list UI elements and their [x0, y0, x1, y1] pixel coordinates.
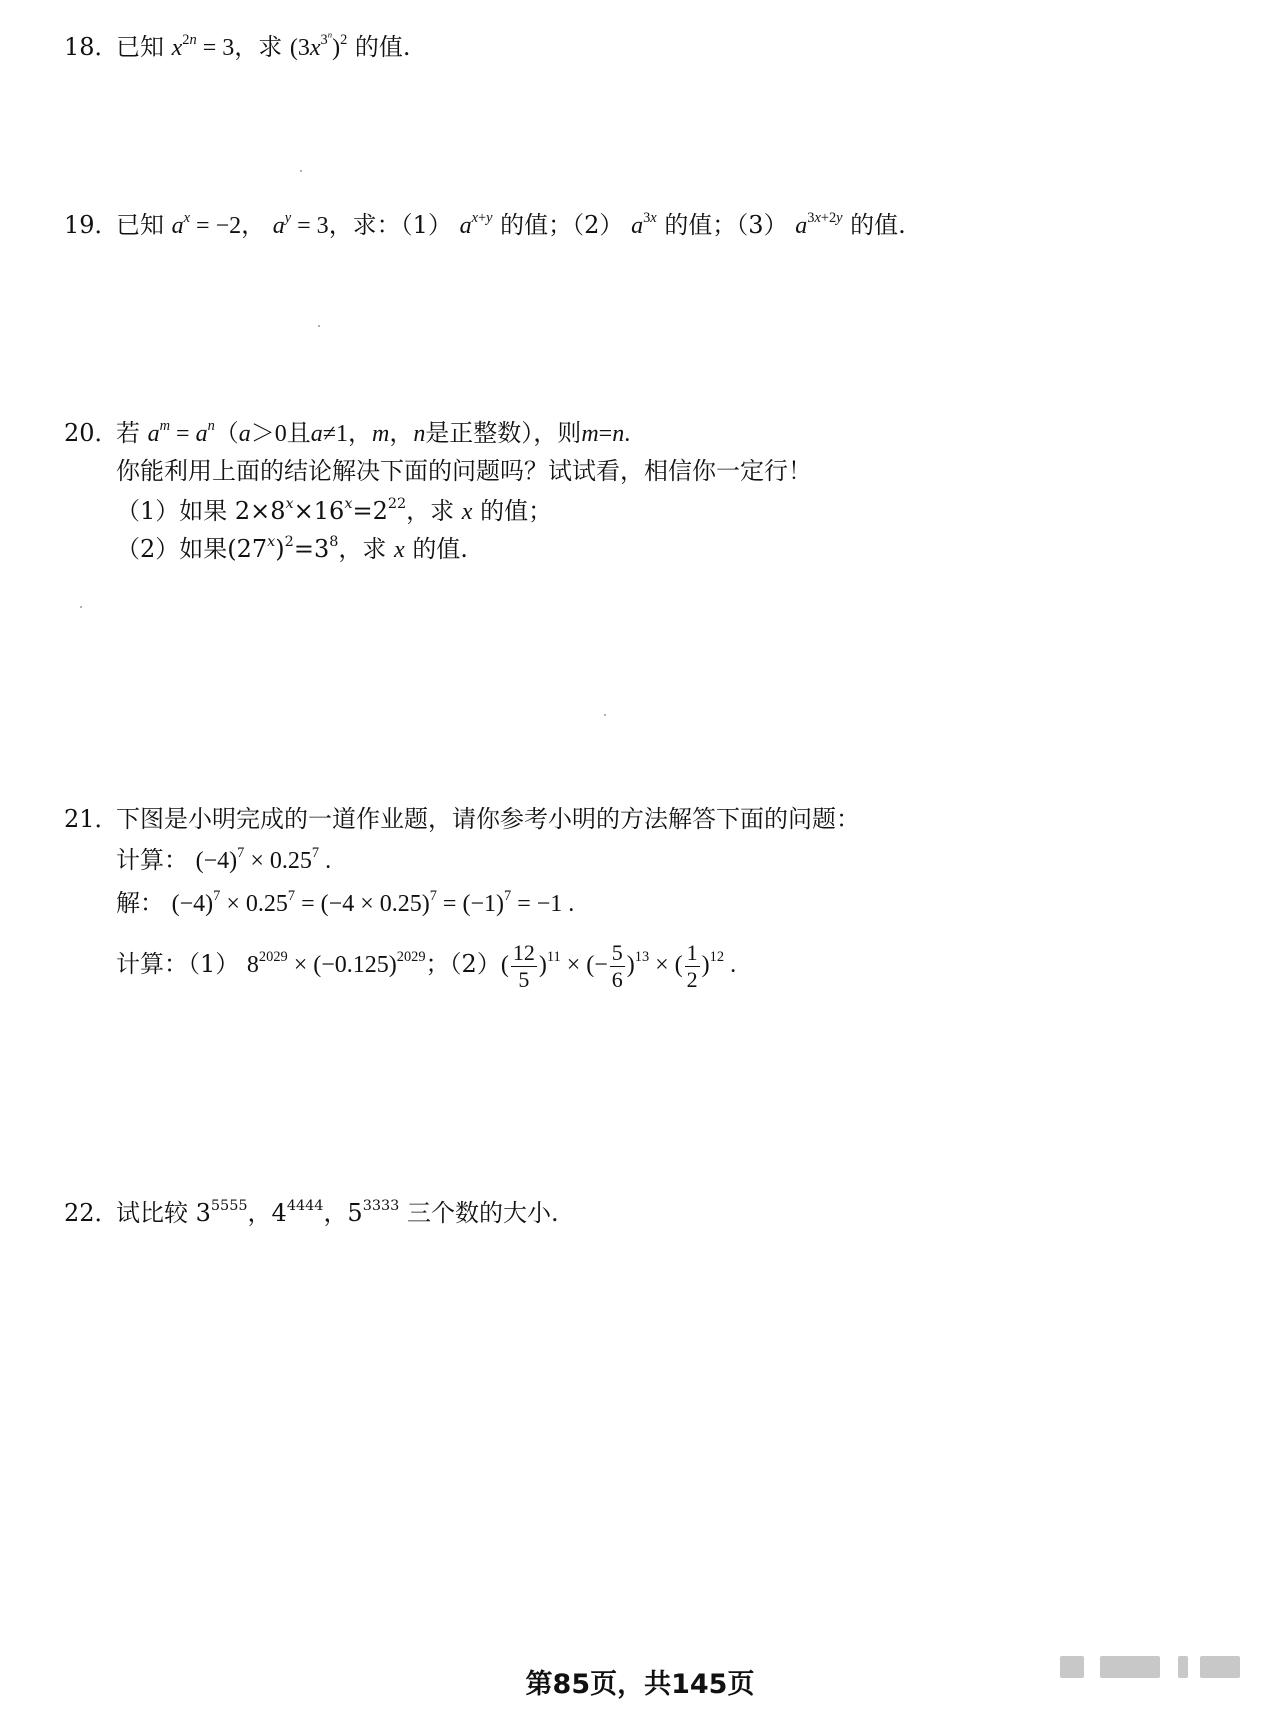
q21-task-2: ( $\frac{12}{5}$ )$^{11}$ × (− $\frac{5}{6}$ )$^{13}$ × ( $\frac{1}{2}$ )$^{12}$ .	[500, 939, 737, 992]
fraction-5-6: $\frac{5}{6}$	[611, 939, 623, 992]
fraction-12-5: $\frac{12}{5}$	[512, 939, 535, 992]
q18-formula-target: $(3x^{3^n})^2$	[289, 29, 348, 61]
question-20-line-2: 你能利用上面的结论解决下面的问题吗？试试看，相信你一定行！	[116, 457, 812, 485]
q19-part-2: $a^{3x}$	[631, 210, 657, 239]
fraction-1-2: $\frac{1}{2}$	[686, 939, 698, 992]
question-22: 22．试比较 $3^{5555}$，$4^{4444}$，$5^{3333}$ 三个数的大小.	[64, 1198, 559, 1227]
q19-part-3: $a^{3x+2y}$	[795, 210, 843, 239]
question-20-part-2: （2）如果$(27^x)^2=3^8$，求 x 的值.	[116, 534, 468, 563]
scan-speck	[318, 325, 320, 327]
scan-speck	[604, 714, 606, 716]
q20-premise: $a^m = a^n$	[147, 418, 215, 447]
question-20-line-1: 20．若 $a^m = a^n(a>0$且a≠1，m，n是正整数），则m=n.	[64, 418, 631, 447]
question-20-part-1: （1）如果 $2\times 8^x\times 16^x=2^{22}$，求 x 的值；	[116, 496, 553, 525]
scan-speck	[300, 170, 302, 172]
question-18: 18．已知 $x^{2n} = 3$，求 $(3x^{3^n})^2$ 的值.	[64, 29, 411, 61]
question-21-example: 计算： $(-4)^7 \times 0.25^7$ .	[116, 845, 332, 874]
q18-formula-given: $x^{2n} = 3$	[171, 32, 235, 61]
q21-task-1: $8^{2029} \times (-0.125)^{2029}$	[246, 949, 426, 978]
scan-speck	[80, 606, 82, 608]
q21-example-formula: $(-4)^7 \times 0.25^7$ .	[195, 845, 332, 874]
question-21-line-1: 21．下图是小明完成的一道作业题，请你参考小明的方法解答下面的问题：	[64, 805, 860, 833]
question-19: 19．已知 $a^x = -2$， $a^y = 3$，求：（1） $a^{x+y}$ 的值；（2） $a^{3x}$ 的值；（3） $a^{3x+2y}$ 的值.	[64, 210, 906, 239]
q21-solution-formula: $(-4)^7 \times 0.25^7 = (-4 \times 0.25)^7 = (-1)^7 = -1$ .	[171, 888, 575, 917]
question-21-tasks: 计算：（1） $8^{2029} \times (-0.125)^{2029}$；（2）( $\frac{12}{5}$ )$^{11}$ × (− $\frac{5}{6}$ )$^{13}$ × ( $\frac{1}{2}$ )$^{12}$ .	[116, 939, 737, 992]
q20-conclusion: m=n.	[581, 421, 631, 447]
q19-given-1: $a^x = -2$	[171, 210, 242, 239]
q19-given-2: $a^y = 3$	[272, 210, 329, 239]
page-number: 第85页，共145页	[525, 1669, 755, 1700]
q19-part-1: $a^{x+y}$	[459, 210, 493, 239]
question-21-solution: 解： $(-4)^7 \times 0.25^7 = (-4 \times 0.25)^7 = (-1)^7 = -1$ .	[116, 888, 575, 917]
